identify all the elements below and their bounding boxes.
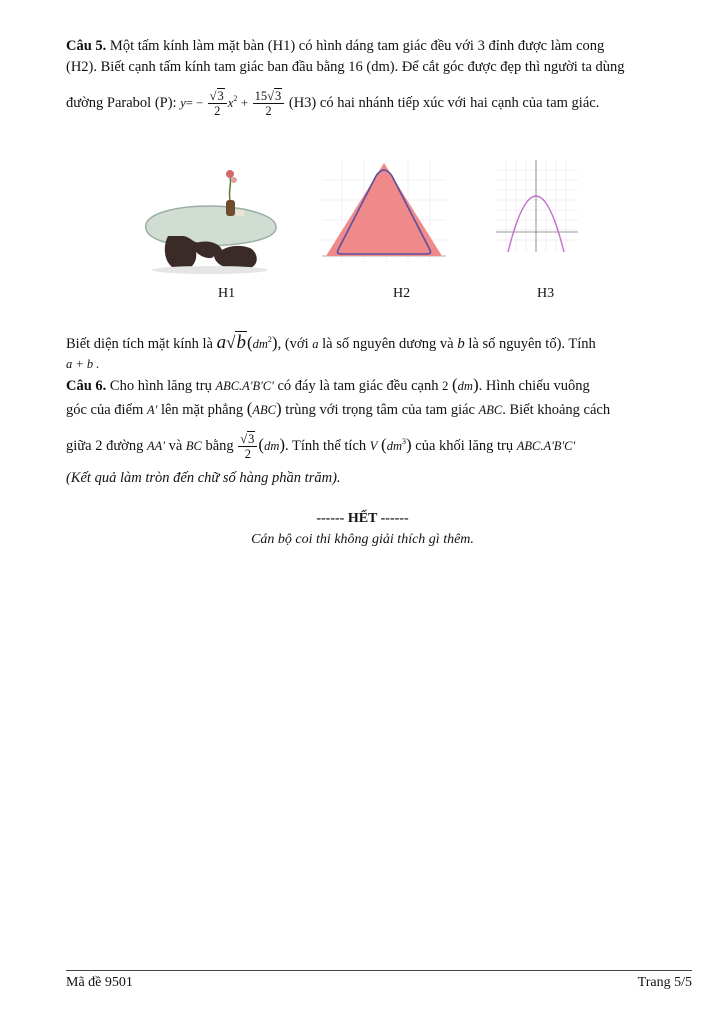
q5-line-1 (66, 37, 604, 55)
q5-answer-line: Biết diện tích mặt kính là $a√b(dm^2)$, (với a là số nguyên dương và b là số nguyên tố). Tính (66, 331, 596, 353)
q5-line-3 (66, 82, 599, 120)
q5-answer-line-2: a + b . (66, 357, 100, 371)
end-marker: ------ HẾT ------ (316, 511, 409, 526)
q6-line-1: Câu 6. Cho hình lăng trụ ABC.A'B'C' có đáy là tam giác đều cạnh 2 (dm). Hình chiếu vuông (66, 375, 590, 394)
q5-label: Câu 5. (66, 38, 107, 54)
q5-text-1: Một tấm kính làm mặt bàn (H1) có hình dáng tam giác đều với 3 đỉnh được làm cong (109, 38, 605, 54)
end-note: Cán bộ coi thi không giải thích gì thêm. (251, 532, 474, 547)
figure-label-h3: H3 (537, 286, 555, 301)
glass-table-figure (140, 162, 280, 277)
q5-text-3-post: (H3) có hai nhánh tiếp xúc với hai cạnh của tam giác. (288, 94, 600, 111)
rounded-triangle-figure (322, 160, 446, 262)
q6-line-2: góc của điểm A′ lên mặt phẳng (ABC) trùng với trọng tâm của tam giác ABC. Biết khoảng cách (66, 399, 611, 418)
footer-page-number: Trang 5/5 (637, 975, 692, 990)
parabola-graph-figure (496, 160, 578, 252)
triangle-shape (326, 163, 442, 256)
q6-line-4: (Kết quả làm tròn đến chữ số hàng phần trăm). (66, 470, 341, 486)
figure-label-h1: H1 (218, 286, 236, 301)
q5-line-2 (66, 58, 625, 76)
figure-label-h2: H2 (393, 286, 411, 301)
parabola-formula: y= − $\frac{√3}{2}$ $x^2$ + $\frac{15√3}{2}$ (180, 95, 289, 111)
q6-line-3: giữa 2 đường AA' và BC bằng $\frac{√3}{2}$ (dm). Tính thể tích V $(dm^3)$ của khối lăng trụ ABC.A'B'C' (66, 432, 576, 461)
q6-label: Câu 6. (66, 378, 107, 394)
footer-exam-code: Mã đề 9501 (66, 975, 133, 990)
footer-divider (66, 970, 692, 971)
q5-text-3-pre: đường Parabol (P): (66, 94, 177, 111)
q5-text-2: (H2). Biết cạnh tấm kính tam giác ban đầu bằng 16 (dm). Để cắt góc được đẹp thì người ta dùng (66, 59, 625, 75)
